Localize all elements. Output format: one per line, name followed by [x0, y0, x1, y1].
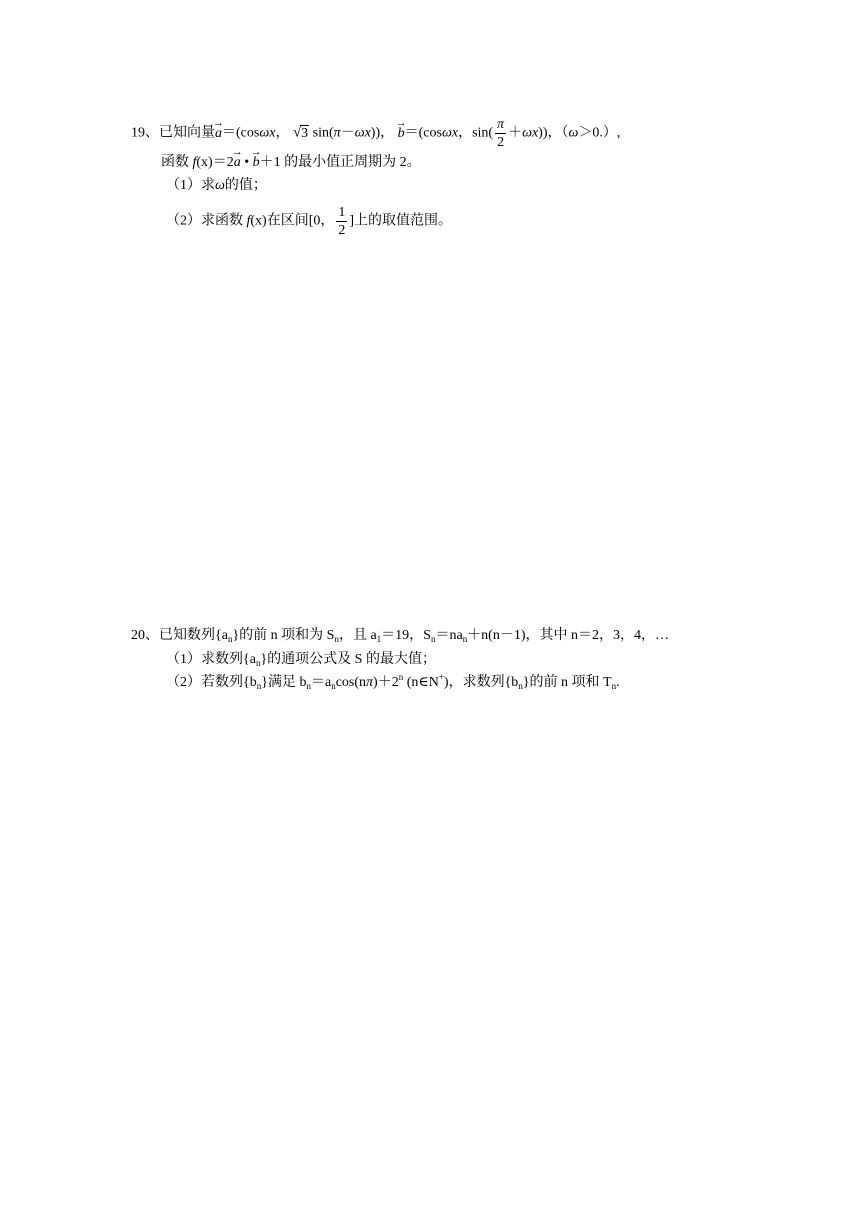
- fraction-pi-over-2: $\frac{\pi}{2}$: [497, 117, 505, 150]
- problem-number: 19、: [131, 125, 159, 141]
- vector-b: → b: [253, 153, 260, 173]
- problem-20-question-2: （2）若数列$\{b_n\}$满足 $b_n=a_n\cos(n\pi)+2^n$ (n∈N+)，求数列$\{b_n\}$的前 n 项和 $T_n$.: [166, 672, 620, 691]
- problem-20-line-1: 20、已知数列$\{a_n\}$的前 n 项和为 $S_n$，且 $a_1=19$，$S_n=na_n+n(n-1)$，其中 n＝2，3，4，…: [131, 628, 670, 644]
- fraction-one-half: $\frac{1}{2}$: [338, 205, 346, 238]
- problem-number: 20、: [131, 628, 159, 643]
- vector-a: → a: [234, 153, 241, 173]
- problem-19-line-2: 函数 f(x)＝2→ a • → b＋1 的最小值正周期为 2。: [161, 153, 421, 173]
- sqrt-radicand: 3: [301, 125, 309, 141]
- problem-19-question-1: （1）求ω的值；: [166, 178, 267, 193]
- problem-19-line-1: 19、已知向量→ a＝(cosωx， √3 sin(π－ωx))， → b＝(cosωx，sin( $\frac{\pi}{2}$ ＋ωx))，（ω＞0.）,: [131, 116, 620, 151]
- vector-b: → b: [398, 124, 405, 144]
- vector-a: → a: [215, 124, 222, 144]
- problem-20-question-1: （1）求数列$\{a_n\}$的通项公式及 S 的最大值；: [166, 652, 436, 668]
- sqrt-sign: √: [292, 124, 302, 141]
- problem-19-question-2: （2）求函数 f(x)在区间[0， $\frac{1}{2}$ ]上的取值范围。: [166, 205, 453, 238]
